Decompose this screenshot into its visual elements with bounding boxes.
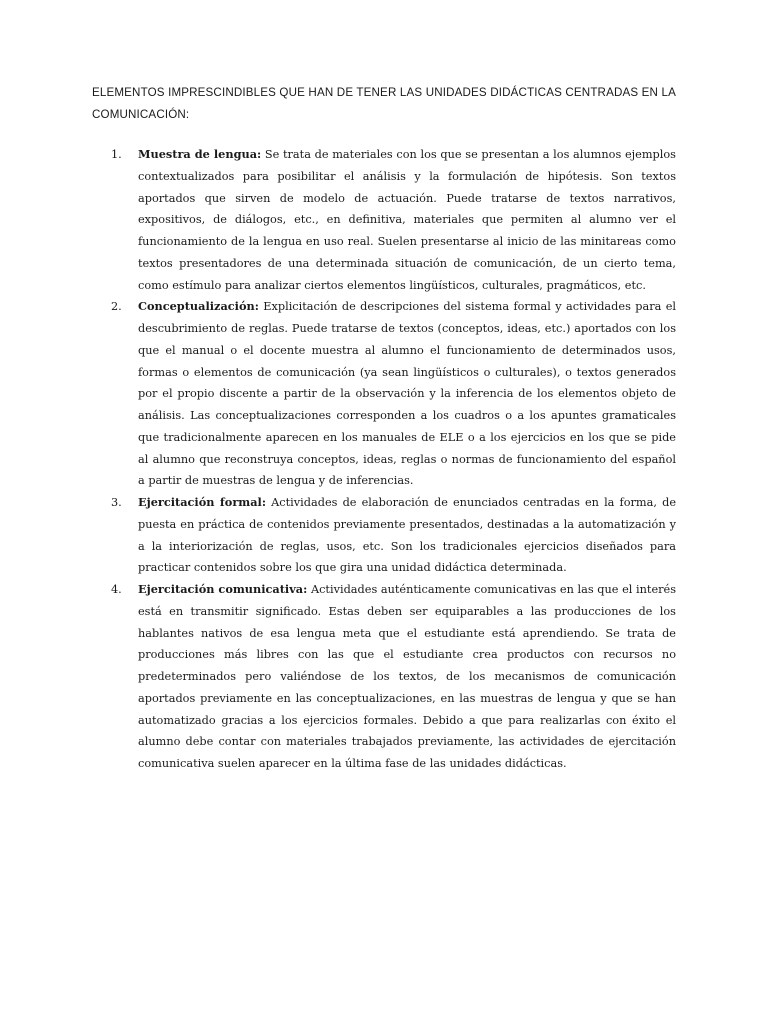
list-item-text: Se trata de materiales con los que se presentan a los alumnos ejemplos contextualizados para posibilitar el análisis y la formulación de hipótesis. Son textos aportados que sirven de modelo de actuación. Puede tratarse de textos narrativos, expositivos, de diálogos, etc., en definitiva, materiales que permiten al alumno ver el funcionamiento de la lengua en uso real. Suelen presentarse al inicio de las minitareas como textos presentadores de una determinada situación de comunicación, de un cierto tema, como estímulo para analizar ciertos elementos lingüísticos, culturales, pragmáticos, etc.	[138, 148, 676, 292]
list-item	[92, 296, 676, 492]
list-item-text: Actividades de elaboración de enunciados centradas en la forma, de puesta en práctica de contenidos previamente presentados, destinadas a la automatización y a la interiorización de reglas, usos, etc. Son los tradicionales ejercicios diseñados para practicar contenidos sobre los que gira una unidad didáctica determinada.	[138, 496, 676, 575]
list-item-title: Conceptualización:	[138, 299, 259, 314]
list-item	[92, 144, 676, 296]
list-item	[92, 492, 676, 579]
document-page	[92, 82, 676, 775]
list-item-text: Actividades auténticamente comunicativas en las que el interés está en transmitir significado. Estas deben ser equiparables a las producciones de los hablantes nativos de esa lengua meta que el estudiante está aprendiendo. Se trata de producciones más libres con las que el estudiante crea productos con recursos no predeterminados pero valiéndose de los textos, de los mecanismos de comunicación aportados previamente en las conceptualizaciones, en las muestras de lengua y que se han automatizado gracias a los ejercicios formales. Debido a que para realizarlas con éxito el alumno debe contar con materiales trabajados previamente, las actividades de ejercitación comunicativa suelen aparecer en la última fase de las unidades didácticas.	[138, 583, 677, 770]
list-item-title: Ejercitación formal:	[138, 495, 267, 509]
list-item-number: 2.	[111, 300, 122, 314]
list-item-number: 1.	[111, 148, 122, 161]
list-item-title: Muestra de lengua:	[138, 147, 262, 161]
list-item-number: 4.	[111, 583, 122, 596]
document-heading: ELEMENTOS IMPRESCINDIBLES QUE HAN DE TENER LAS UNIDADES DIDÁCTICAS CENTRADAS EN LA COMUNICACIÓN:	[92, 86, 676, 121]
list-item-number: 3.	[111, 496, 122, 509]
list-item-title: Ejercitación comunicativa:	[138, 582, 308, 596]
elements-list	[92, 144, 676, 775]
list-item	[92, 579, 676, 775]
list-item-text: Explicitación de descripciones del sistema formal y actividades para el descubrimiento de reglas. Puede tratarse de textos (conceptos, ideas, etc.) aportados con los que el manual o el docente muestra al alumno el funcionamiento de determinados usos, formas o elementos de comunicación (ya sean lingüísticos o culturales), o textos generados por el propio discente a partir de la observación y la inferencia de los elementos objeto de análisis. Las conceptualizaciones corresponden a los cuadros o a los apuntes gramaticales que tradicionalmente aparecen en los manuales de ELE o a los ejercicios en los que se pide al alumno que reconstruya conceptos, ideas, reglas o normas de funcionamiento del español a partir de muestras de lengua y de inferencias.	[138, 300, 676, 488]
